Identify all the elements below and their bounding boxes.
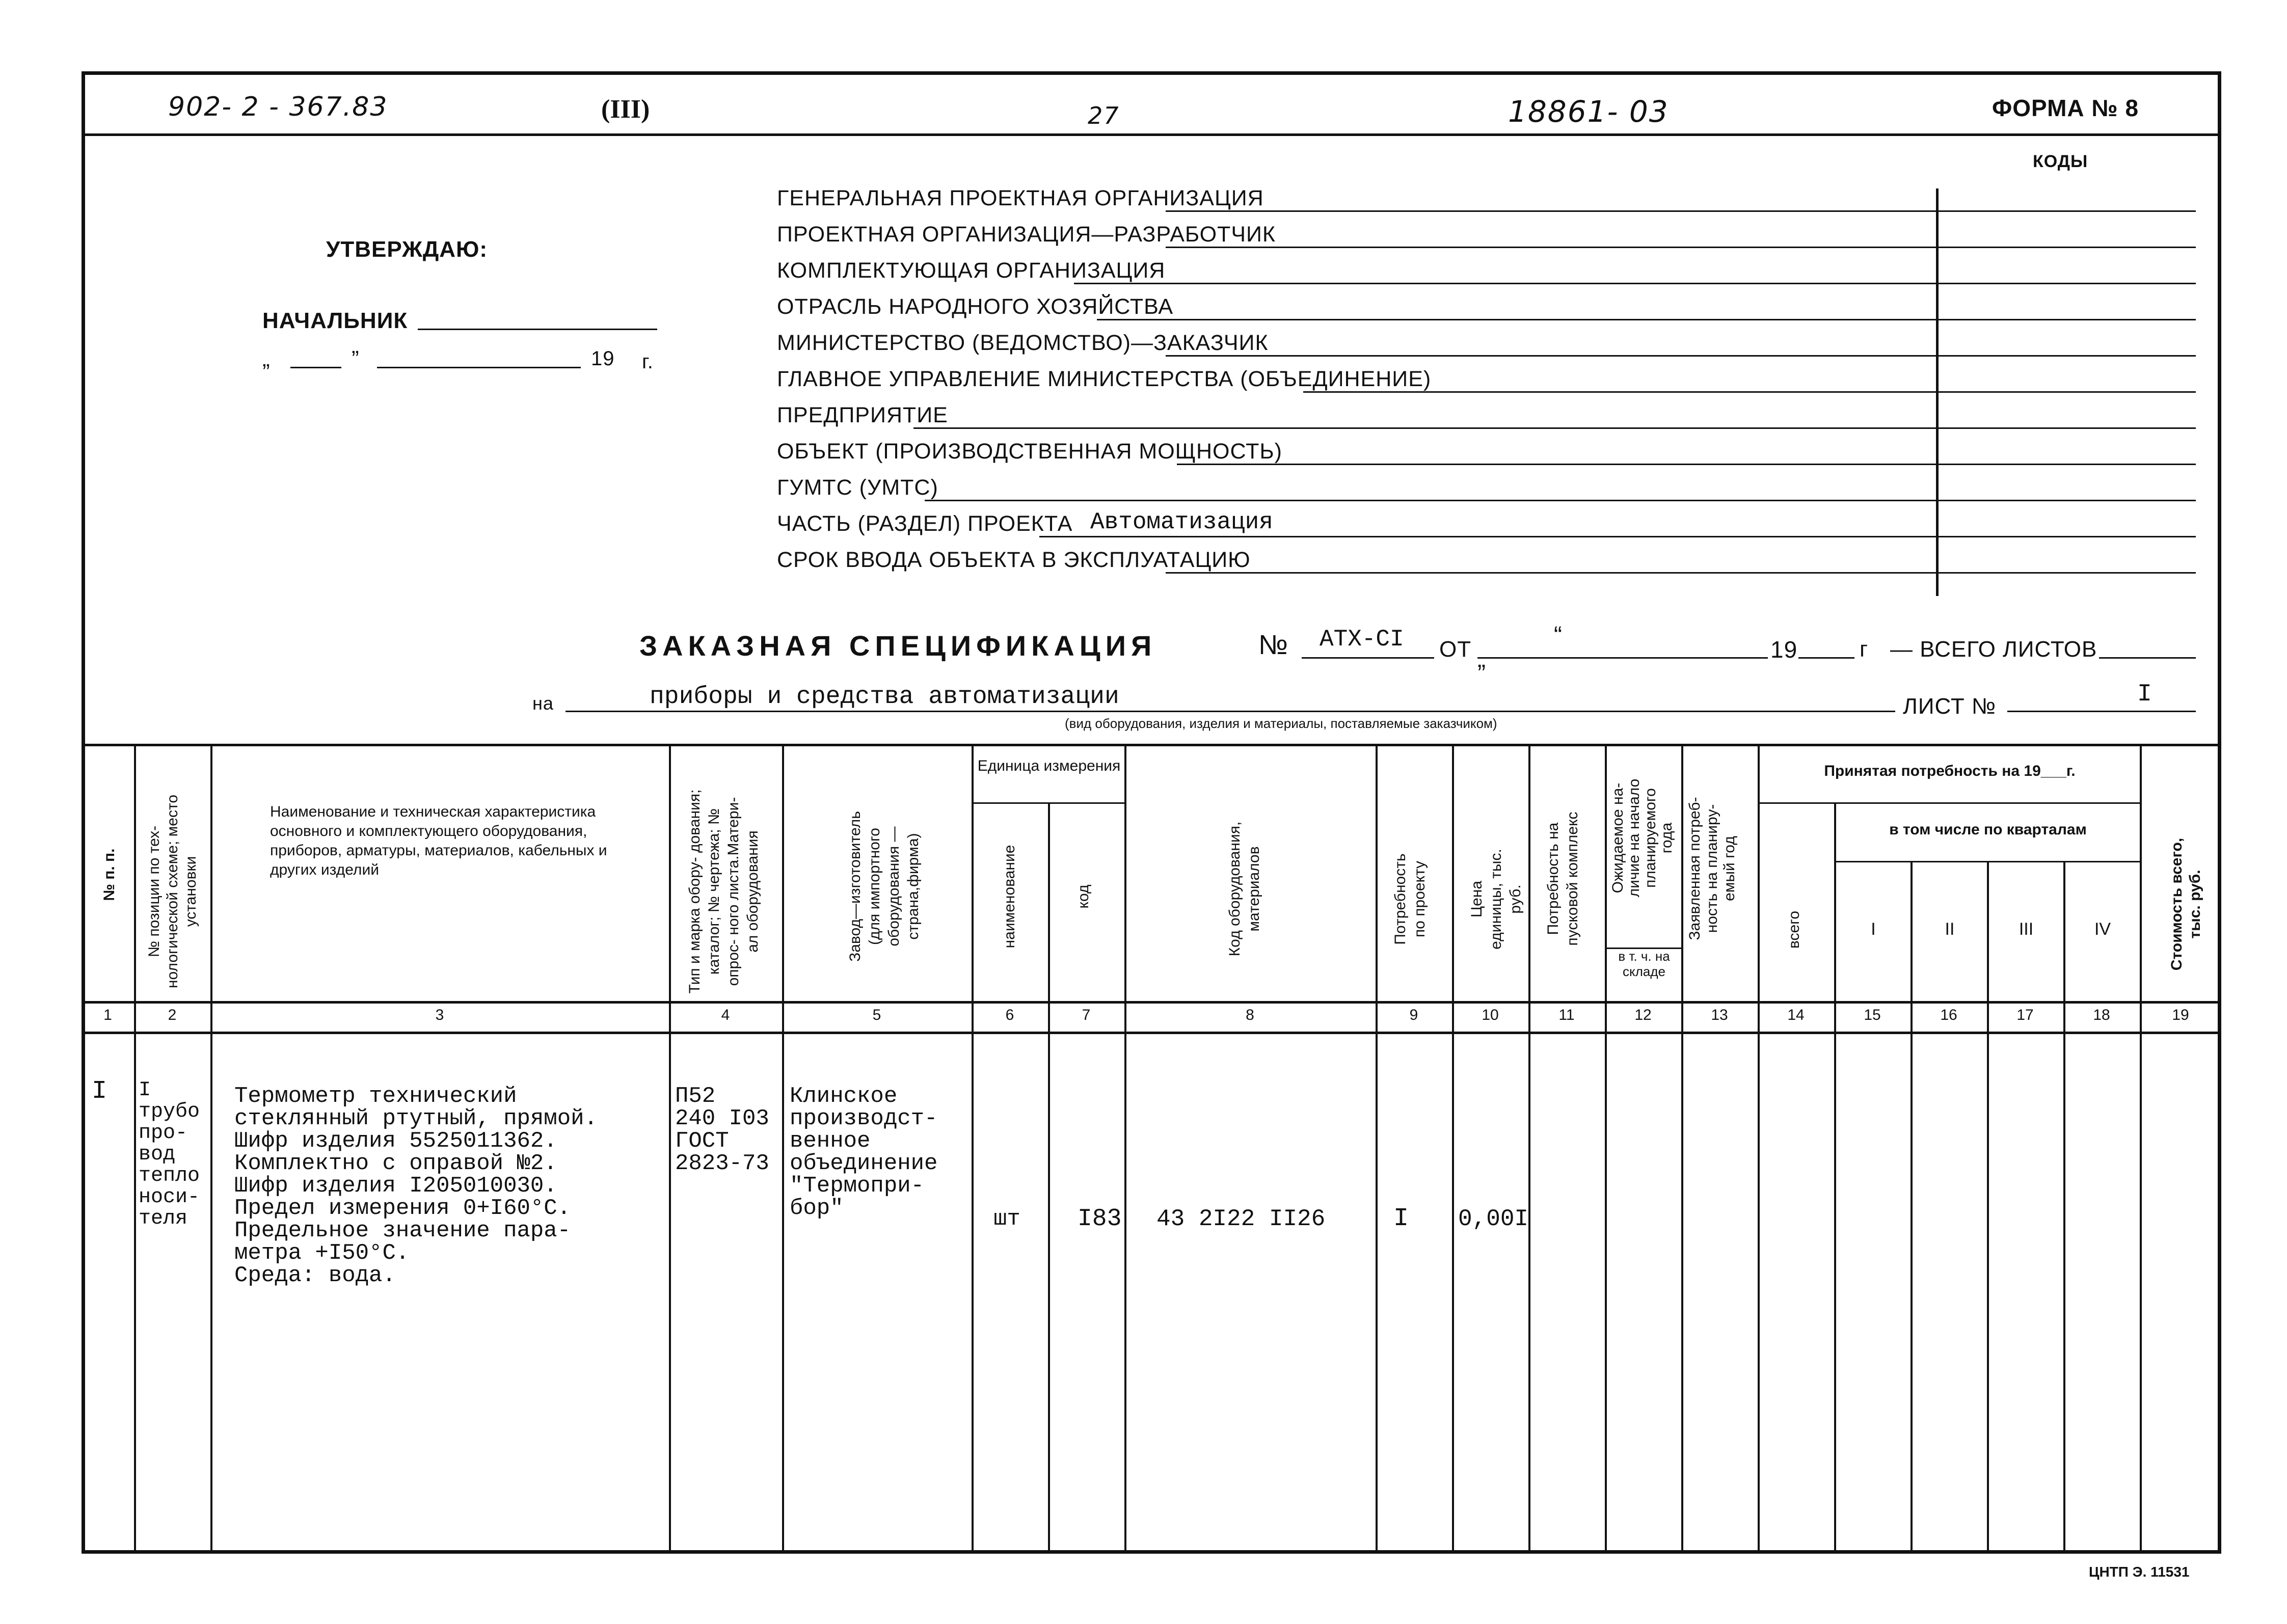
column-number: 14 xyxy=(1787,1007,1805,1023)
org-row-line xyxy=(1166,247,2196,248)
header-c15: I xyxy=(1871,919,1876,939)
org-row-label: ОБЪЕКТ (ПРОИЗВОДСТВЕННАЯ МОЩНОСТЬ) xyxy=(777,439,1282,464)
header-c7: код xyxy=(1075,884,1092,909)
column-number: 12 xyxy=(1634,1007,1652,1023)
column-number: 2 xyxy=(168,1007,177,1023)
spec-number: АТХ-СI xyxy=(1320,626,1404,653)
header-c16: II xyxy=(1945,919,1955,939)
col-line xyxy=(669,744,671,1554)
col-line xyxy=(1124,744,1126,1554)
org-row-line xyxy=(1039,536,2196,537)
chief-label: НАЧАЛЬНИК xyxy=(262,308,408,333)
header-c12b: в т. ч. на складе xyxy=(1618,949,1670,979)
header-quarters: в том числе по кварталам xyxy=(1889,821,2087,838)
sheet-line xyxy=(2007,711,2196,712)
column-number: 13 xyxy=(1711,1007,1728,1023)
row-equip-code: 43 2I22 II26 xyxy=(1156,1206,1326,1232)
spec-quote-open: “ xyxy=(1554,622,1563,649)
date-day-line xyxy=(290,367,341,368)
header-c8: Код оборудования, материалов xyxy=(1226,821,1262,957)
na-caption: (вид оборудования, изделия и материалы, поставляемые заказчиком) xyxy=(1065,716,1497,731)
header-c13: Заявленная потреб- ность на планиру- емый год xyxy=(1686,797,1738,940)
column-number: 4 xyxy=(721,1007,730,1023)
spec-year: 19 xyxy=(1770,636,1798,663)
org-row-line xyxy=(1074,283,2196,284)
col-line xyxy=(1987,861,1989,1554)
spec-from-label: ОТ xyxy=(1439,637,1472,662)
col-line xyxy=(1376,744,1378,1554)
chief-line xyxy=(418,329,657,330)
col-line xyxy=(1911,861,1913,1554)
header-accepted: Принятая потребность на 19___г. xyxy=(1824,763,2076,779)
org-row-label: МИНИСТЕРСТВО (ВЕДОМСТВО)—ЗАКАЗЧИК xyxy=(777,331,1269,355)
row-qty: I xyxy=(1393,1204,1409,1233)
spec-date-line xyxy=(1477,657,1768,659)
column-number: 17 xyxy=(2016,1007,2034,1023)
column-number: 1 xyxy=(103,1007,112,1023)
col-line xyxy=(972,744,974,1554)
col-line xyxy=(1605,744,1607,1554)
org-row-label: ЧАСТЬ (РАЗДЕЛ) ПРОЕКТА xyxy=(777,511,1073,536)
row-number: I xyxy=(92,1077,107,1106)
col-line xyxy=(1528,744,1530,1554)
album-number: (III) xyxy=(601,95,650,124)
header-c1: № п. п. xyxy=(101,848,118,901)
doc-number: 18861- 03 xyxy=(1508,94,1669,129)
col-line xyxy=(1681,744,1683,1554)
org-row-label: ГУМТС (УМТС) xyxy=(777,475,938,500)
header-c4: Тип и марка обору- дования; каталог; № чертежа; № опрос- ного листа.Матери- ал оборудования xyxy=(686,789,761,994)
header-c9: Потребность по проекту xyxy=(1392,853,1428,945)
header-c18: IV xyxy=(2094,919,2111,939)
quarters-group-line xyxy=(1834,861,2140,862)
header-c17: III xyxy=(2019,919,2034,939)
org-row-line xyxy=(925,500,2196,501)
org-row-label: СРОК ВВОДА ОБЪЕКТА В ЭКСПЛУАТАЦИЮ xyxy=(777,548,1251,572)
org-row-line xyxy=(1177,464,2196,465)
org-row-line xyxy=(1166,210,2196,212)
header-c12: Ожидаемое на- личие на начало планируемого года xyxy=(1609,778,1675,898)
org-row-label: КОМПЛЕКТУЮЩАЯ ОРГАНИЗАЦИЯ xyxy=(777,258,1166,283)
header-c2: № позиции по тех- нологической схеме; место установки xyxy=(146,794,199,989)
sheet-label: ЛИСТ № xyxy=(1903,694,1997,719)
column-number: 15 xyxy=(1864,1007,1881,1023)
org-row-line xyxy=(1097,319,2196,320)
org-row-line xyxy=(1166,572,2196,574)
org-row-label: ГЕНЕРАЛЬНАЯ ПРОЕКТНАЯ ОРГАНИЗАЦИЯ xyxy=(777,186,1264,210)
col-line xyxy=(1834,802,1836,1554)
org-row-line xyxy=(1166,355,2196,357)
na-value: приборы и средства автоматизации xyxy=(650,683,1119,711)
column-number: 7 xyxy=(1082,1007,1091,1023)
spec-quote-close: ” xyxy=(1477,660,1486,687)
row-type: П52 240 I03 ГОСТ 2823-73 xyxy=(675,1084,769,1176)
row-position: I трубо про- вод тепло носи- теля xyxy=(139,1079,200,1230)
spec-year-line xyxy=(1798,657,1854,659)
approve-title: УТВЕРЖДАЮ: xyxy=(326,237,488,262)
sheet-number: I xyxy=(2137,681,2152,708)
row-name: Термометр технический стеклянный ртутный, прямой. Шифр изделия 5525011362. Комплектно с оправой №2. Шифр изделия I205010030. Предел измерения 0+I60°С. Предельное значение пара- метра +I50°С. Среда: вода. xyxy=(234,1084,598,1288)
header-c5: Завод—изготовитель (для импортного оборудования —страна,фирма) xyxy=(847,811,922,962)
na-label: на xyxy=(532,693,554,714)
org-row-label: ПРОЕКТНАЯ ОРГАНИЗАЦИЯ—РАЗРАБОТЧИК xyxy=(777,222,1276,247)
header-c10: Цена единицы, тыс. руб. xyxy=(1468,849,1524,950)
column-number: 18 xyxy=(2093,1007,2110,1023)
spec-number-line xyxy=(1302,657,1434,659)
org-row-line xyxy=(1303,391,2196,393)
header-c14: всего xyxy=(1786,910,1802,949)
column-number: 11 xyxy=(1558,1007,1575,1023)
spec-title: ЗАКАЗНАЯ СПЕЦИФИКАЦИЯ xyxy=(639,630,1157,662)
project-code: 902- 2 - 367.83 xyxy=(168,92,388,122)
org-row-line xyxy=(913,427,2196,429)
na-line xyxy=(566,711,1895,712)
org-row-label: ПРЕДПРИЯТИЕ xyxy=(777,403,948,427)
spec-year-suffix: г xyxy=(1860,637,1869,662)
total-sheets-line xyxy=(2099,657,2196,659)
column-number: 10 xyxy=(1482,1007,1499,1023)
accepted-group-line xyxy=(1758,802,2140,804)
year-suffix: г. xyxy=(642,350,654,373)
column-number: 16 xyxy=(1940,1007,1957,1023)
row-price: 0,00I xyxy=(1458,1206,1529,1232)
year-prefix: 19 xyxy=(591,347,615,370)
date-quote-close: ” xyxy=(352,346,360,371)
row-maker: Клинское производст- венное объединение "Термопри- бор" xyxy=(790,1084,938,1221)
col-line xyxy=(2063,861,2065,1554)
form-number: ФОРМА № 8 xyxy=(1992,95,2139,121)
col-line xyxy=(2140,744,2142,1554)
col-line xyxy=(210,744,212,1554)
row-unit: шт xyxy=(993,1206,1020,1232)
col-line xyxy=(1452,744,1454,1554)
top-divider xyxy=(82,133,2221,136)
spec-number-label: № xyxy=(1258,630,1288,660)
page-number: 27 xyxy=(1088,102,1120,129)
total-sheets-label: — ВСЕГО ЛИСТОВ xyxy=(1890,637,2097,662)
footer-stamp: ЦНТП Э. 11531 xyxy=(2089,1564,2190,1580)
col-line xyxy=(134,744,136,1554)
column-number: 19 xyxy=(2172,1007,2189,1023)
org-row-label: ОТРАСЛЬ НАРОДНОГО ХОЗЯЙСТВА xyxy=(777,294,1174,319)
unit-group-line xyxy=(972,802,1124,804)
col-number-bottom xyxy=(82,1032,2221,1034)
date-month-line xyxy=(377,367,581,368)
header-c19: Стоимость всего, тыс. руб. xyxy=(2168,837,2203,971)
table-top-border xyxy=(82,744,2221,746)
header-c6: наименование xyxy=(1001,845,1018,949)
column-number: 6 xyxy=(1005,1007,1014,1023)
row-unit-code: I83 xyxy=(1078,1205,1122,1233)
header-unit-group: Единица измерения xyxy=(977,757,1121,774)
column-number: 3 xyxy=(435,1007,444,1023)
header-c3: Наименование и техническая характеристика основного и комплектующего оборудования, приборов, арматуры, материалов, кабельных и других изделий xyxy=(270,803,607,878)
codes-label: КОДЫ xyxy=(2033,152,2088,171)
org-row-value: Автоматизация xyxy=(1090,509,1273,535)
date-quote-open: „ xyxy=(262,346,271,371)
col-line xyxy=(1758,744,1760,1554)
col-line xyxy=(782,744,784,1554)
col-line xyxy=(1048,802,1050,1554)
org-row-label: ГЛАВНОЕ УПРАВЛЕНИЕ МИНИСТЕРСТВА (ОБЪЕДИНЕНИЕ) xyxy=(777,367,1432,391)
header-c11: Потребность на пусковой комплекс xyxy=(1545,811,1581,946)
column-number: 8 xyxy=(1246,1007,1254,1023)
column-number: 9 xyxy=(1409,1007,1418,1023)
column-number: 5 xyxy=(872,1007,881,1023)
